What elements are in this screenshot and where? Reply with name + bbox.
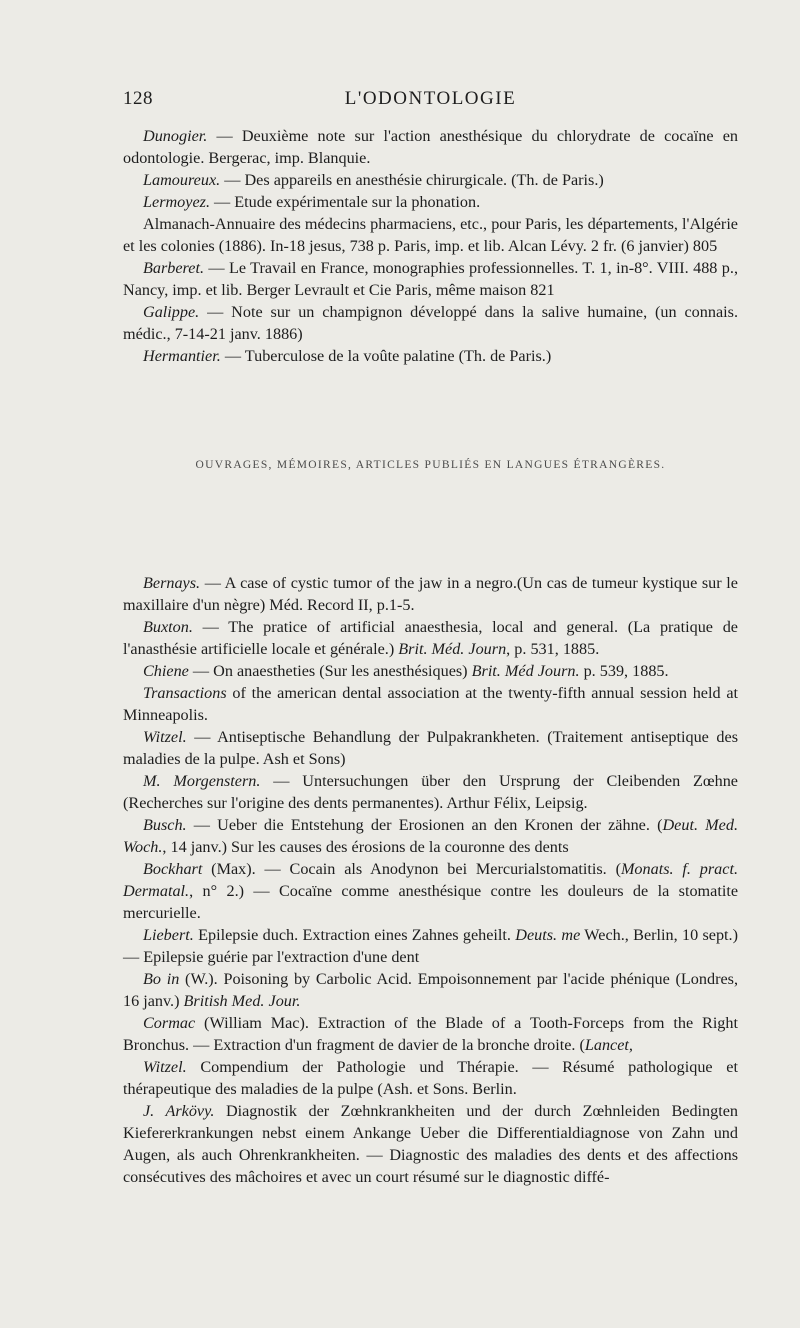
- entry-text: (William Mac). Extraction of the Blade of a Tooth-Forceps from the Right Bronchus. — Extraction d'un fragment de davier de la bronche droite. (: [123, 1014, 738, 1054]
- bibliography-entry: [123, 1056, 738, 1100]
- bibliography-entry: [123, 858, 738, 924]
- entry-citation: , p. 531, 1885.: [506, 640, 600, 658]
- french-bibliography: [123, 125, 738, 367]
- entry-text: Almanach-Annuaire des médecins pharmaciens, etc., pour Paris, les départements, l'Algérie et les colonies (1886). In-18 jesus, 738 p. Paris, imp. et lib. Alcan Lévy. 2 fr. (6 janvier) 805: [123, 215, 738, 255]
- entry-text: Epilepsie duch. Extraction eines Zahnes geheilt.: [193, 926, 516, 944]
- foreign-bibliography: [123, 572, 738, 1188]
- entry-text: — Antiseptische Behandlung der Pulpakrankheten. (Traitement antiseptique des maladies de la pulpe. Ash et Sons): [123, 728, 738, 768]
- bibliography-entry: [123, 660, 738, 682]
- entry-text: Compendium der Pathologie und Thérapie. — Résumé pathologique et thérapeutique des maladies de la pulpe (Ash. et Sons. Berlin.: [123, 1058, 738, 1098]
- bibliography-entry: [123, 257, 738, 301]
- entry-citation: , n° 2.) — Cocaïne comme anesthésique contre les douleurs de la stomatite mercurielle.: [123, 882, 738, 922]
- entry-author: M. Morgenstern.: [143, 772, 261, 790]
- bibliography-entry: [123, 572, 738, 616]
- entry-text: — Untersuchungen über den Ursprung der Cleibenden Zœhne (Recherches sur l'origine des dents permanentes). Arthur Félix, Leipsig.: [123, 772, 738, 812]
- entry-author: Cormac: [143, 1014, 196, 1032]
- entry-author: Witzel.: [143, 728, 187, 746]
- bibliography-entry: [123, 726, 738, 770]
- bibliography-entry: [123, 301, 738, 345]
- entry-journal: Brit. Méd. Journ: [398, 640, 507, 658]
- entry-journal: British Med. Jour.: [183, 992, 301, 1010]
- entry-author: J. Arkövy.: [143, 1102, 215, 1120]
- page-number: 128: [123, 88, 153, 109]
- entry-author: Dunogier.: [143, 127, 208, 145]
- entry-citation: p. 539, 1885.: [579, 662, 669, 680]
- page-header: [123, 88, 738, 112]
- bibliography-entry: [123, 345, 738, 367]
- bibliography-entry: [123, 968, 738, 1012]
- entry-author: Lermoyez.: [143, 193, 210, 211]
- entry-author: Hermantier.: [143, 347, 221, 365]
- entry-text: (Max). — Cocain als Anodynon bei Mercurialstomatitis. (: [202, 860, 621, 878]
- entry-journal: Deut. Med. Woch.: [123, 816, 738, 856]
- entry-journal: Monats. f. pract. Dermatal.: [123, 860, 738, 900]
- entry-citation: , 14 janv.) Sur les causes des érosions de la couronne des dents: [162, 838, 569, 856]
- entry-author: Bo in: [143, 970, 180, 988]
- bibliography-entry: [123, 191, 738, 213]
- bibliography-entry: [123, 924, 738, 968]
- entry-text: — On anaestheties (Sur les anesthésiques): [188, 662, 472, 680]
- entry-author: Bockhart: [143, 860, 203, 878]
- entry-text: — Des appareils en anesthésie chirurgicale. (Th. de Paris.): [220, 171, 604, 189]
- entry-text: Diagnostik der Zœhnkrankheiten und der durch Zœhnleiden Bedingten Kiefererkrankungen nebst einem Ankange Ueber die Differentialdiagnose von Zahn und Augen, als auch Ohrenkrankheiten. — Diagnostic des maladies des dents et des affections consécutives des mâchoires et avec un court résumé sur le diagnostic diffé-: [123, 1102, 738, 1186]
- bibliography-entry: [123, 1012, 738, 1056]
- bibliography-entry: [123, 814, 738, 858]
- entry-text: — Deuxième note sur l'action anesthésique du chlorydrate de cocaïne en odontologie. Bergerac, imp. Blanquie.: [123, 127, 738, 167]
- entry-author: Transactions: [143, 684, 227, 702]
- bibliography-entry: [123, 1100, 738, 1188]
- entry-author: Busch.: [143, 816, 187, 834]
- entry-text: — Le Travail en France, monographies professionnelles. T. 1, in-8°. VIII. 488 p., Nancy, imp. et lib. Berger Levrault et Cie Paris, même maison 821: [123, 259, 738, 299]
- entry-journal: Brit. Méd Journ.: [471, 662, 580, 680]
- entry-author: Lamoureux.: [143, 171, 221, 189]
- entry-journal: Lancet,: [584, 1036, 633, 1054]
- entry-author: Witzel.: [143, 1058, 187, 1076]
- bibliography-entry: [123, 213, 738, 257]
- entry-author: Liebert.: [143, 926, 194, 944]
- entry-text: — Tuberculose de la voûte palatine (Th. de Paris.): [220, 347, 552, 365]
- entry-text: (W.). Poisoning by Carbolic Acid. Empoisonnement par l'acide phénique (Londres, 16 janv.): [123, 970, 738, 1010]
- bibliography-entry: [123, 616, 738, 660]
- running-head: L'ODONTOLOGIE: [344, 88, 517, 109]
- entry-text: — Ueber die Entstehung der Erosionen an den Kronen der zähne. (: [186, 816, 663, 834]
- bibliography-entry: [123, 125, 738, 169]
- section-heading: OUVRAGES, MÉMOIRES, ARTICLES PUBLIÉS EN LANGUES ÉTRANGÈRES.: [195, 459, 666, 471]
- entry-text: of the american dental association at the twenty-fifth annual session held at Minneapolis.: [123, 684, 738, 724]
- entry-text: — Note sur un champignon développé dans la salive humaine, (un connais. médic., 7-14-21 janv. 1886): [123, 303, 738, 343]
- entry-author: Chiene: [143, 662, 189, 680]
- entry-author: Buxton.: [143, 618, 193, 636]
- entry-journal: Deuts. me: [515, 926, 581, 944]
- entry-text: — A case of cystic tumor of the jaw in a negro.(Un cas de tumeur kystique sur le maxillaire d'un nègre) Méd. Record II, p.1-5.: [123, 574, 738, 614]
- entry-author: Barberet.: [143, 259, 204, 277]
- entry-author: Bernays.: [143, 574, 201, 592]
- bibliography-entry: [123, 169, 738, 191]
- entry-citation: Wech., Berlin, 10 sept.) — Epilepsie guérie par l'extraction d'une dent: [123, 926, 738, 966]
- entry-text: — The pratice of artificial anaesthesia, local and general. (La pratique de l'anasthésie artificielle locale et générale.): [123, 618, 738, 658]
- entry-author: Galippe.: [143, 303, 200, 321]
- entry-text: — Etude expérimentale sur la phonation.: [210, 193, 481, 211]
- bibliography-entry: [123, 770, 738, 814]
- bibliography-entry: [123, 682, 738, 726]
